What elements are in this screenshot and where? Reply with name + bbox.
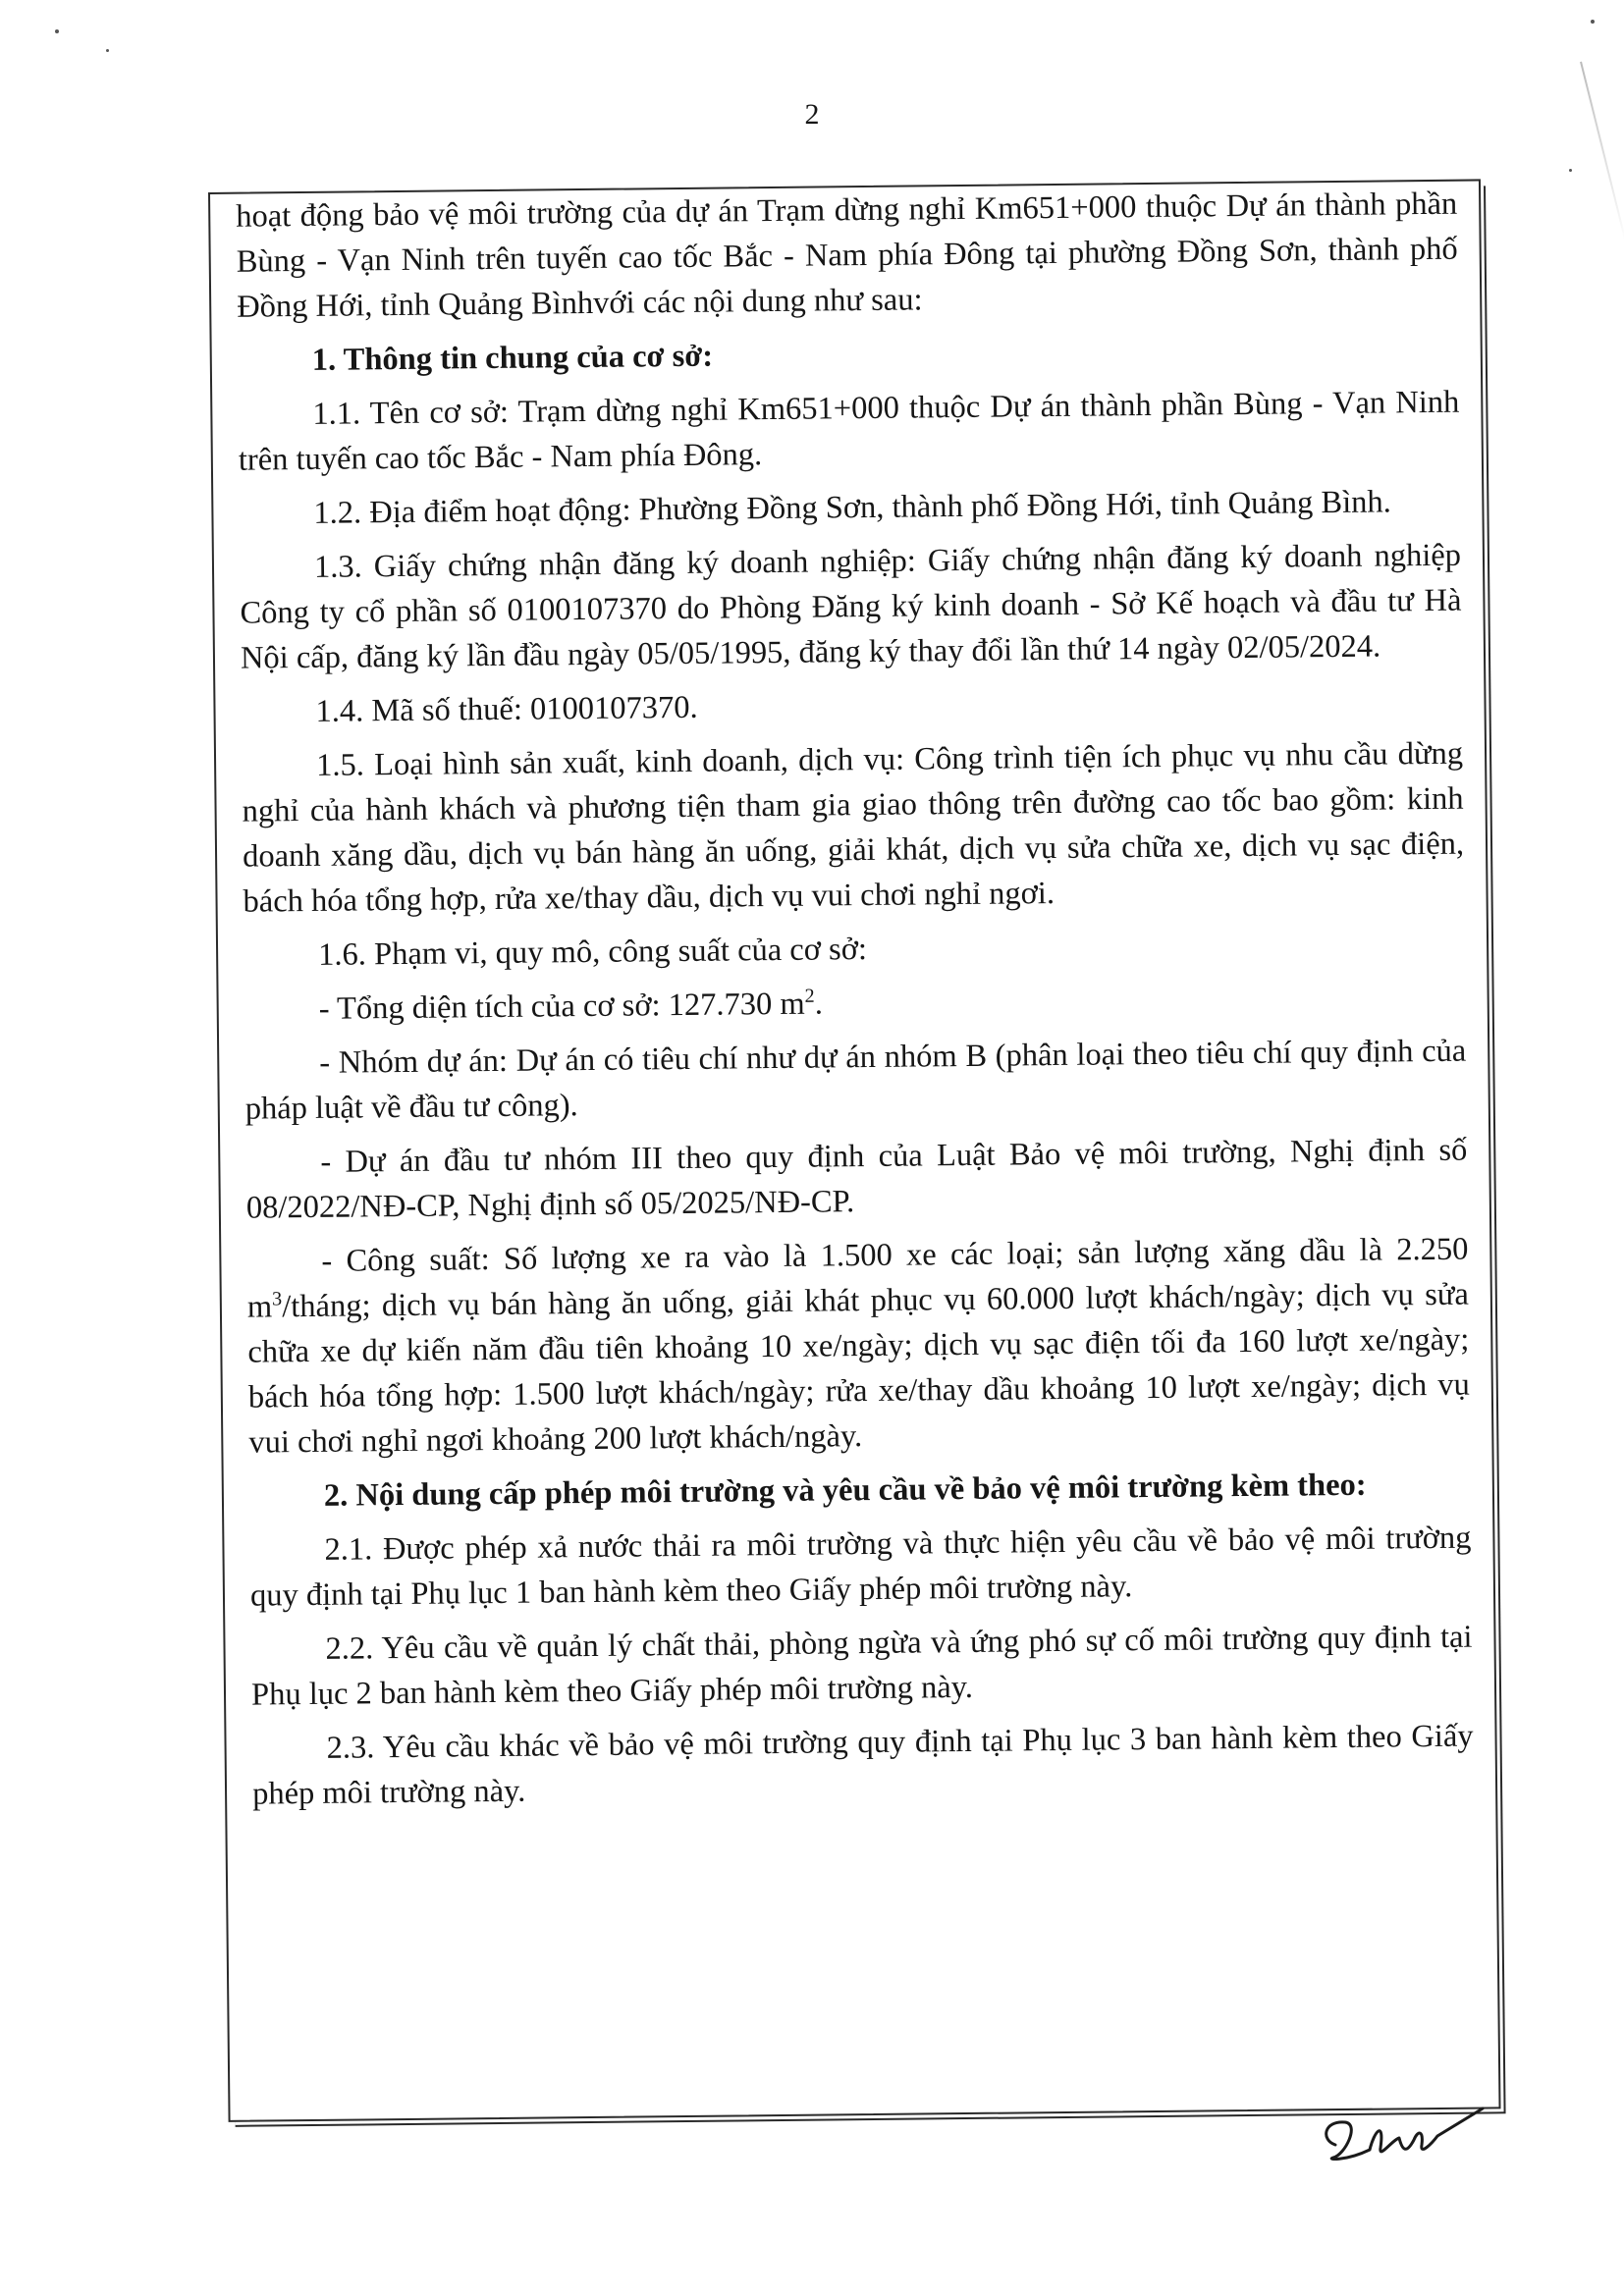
page-number: 2 (804, 98, 820, 131)
volume-unit-exponent: 3 (271, 1288, 283, 1310)
scan-edge-shadow (1580, 62, 1624, 243)
scan-speck (106, 49, 109, 52)
handwritten-initials-signature (1316, 2101, 1492, 2169)
total-area-end: . (814, 986, 824, 1022)
scan-speck (55, 29, 59, 33)
paragraph-1-3: 1.3. Giấy chứng nhận đăng ký doanh nghiệp: Giấy chứng nhận đăng ký doanh nghiệp Công ty cổ phần số 0100107370 do Phòng Đăng ký kinh doanh - Sở Kế hoạch và đầu tư Hà Nội cấp, đăng ký lần đầu ngày 05/05/1995, đăng ký thay đổi lần thứ 14 ngày 02/05/2024. (240, 537, 1462, 676)
paragraph-1-5: 1.5. Loại hình sản xuất, kinh doanh, dịch vụ: Công trình tiện ích phục vụ nhu cầu dừng nghỉ của hành khách và phương tiện tham gia giao thông trên đường cao tốc bao gồm: kinh doanh xăng dầu, dịch vụ bán hàng ăn uống, giải khát, dịch vụ sửa chữa xe, dịch vụ sạc điện, bách hóa tổng hợp, rửa xe/thay dầu, dịch vụ vui chơi nghỉ ngơi. (242, 735, 1465, 920)
project-group-3-line: - Dự án đầu tư nhóm III theo quy định của Luật Bảo vệ môi trường, Nghị định số 08/2022/NĐ-CP, Nghị định số 05/2025/NĐ-CP. (245, 1132, 1468, 1226)
capacity-paragraph (246, 1227, 1470, 1466)
paragraph-2-1: 2.1. Được phép xả nước thải ra môi trường và thực hiện yêu cầu về bảo vệ môi trường quy định tại Phụ lục 1 ban hành kèm theo Giấy phép môi trường này. (249, 1520, 1472, 1614)
section-1-heading: 1. Thông tin chung của cơ sở: (311, 338, 714, 378)
capacity-text-end: /tháng; dịch vụ bán hàng ăn uống, giải khát phục vụ 60.000 lượt khách/ngày; dịch vụ sửa chữa xe dự kiến năm đầu tiên khoảng 10 xe/ngày; dịch vụ sạc điện tối đa 160 lượt xe/ngày; bách hóa tổng hợp: 1.500 lượt khách/ngày; rửa xe/thay dầu khoảng 10 lượt xe/ngày; dịch vụ vui chơi nghỉ ngơi khoảng 200 lượt khách/ngày. (247, 1276, 1470, 1461)
project-group-line: - Nhóm dự án: Dự án có tiêu chí như dự án nhóm B (phân loại theo tiêu chí quy định của pháp luật về đầu tư công). (244, 1033, 1467, 1127)
paragraph-1-2: 1.2. Địa điểm hoạt động: Phường Đồng Sơn, thành phố Đồng Hới, tỉnh Quảng Bình. (313, 484, 1391, 531)
paragraph-1-1: 1.1. Tên cơ sở: Trạm dừng nghỉ Km651+000 thuộc Dự án thành phần Bùng - Vạn Ninh trên tuyến cao tốc Bắc - Nam phía Đông. (238, 384, 1460, 478)
paragraph-1-4: 1.4. Mã số thuế: 0100107370. (315, 689, 698, 729)
total-area-line (244, 975, 1465, 1033)
paragraph-2-3: 2.3. Yêu cầu khác về bảo vệ môi trường quy định tại Phụ lục 3 ban hành kèm theo Giấy phép môi trường này. (251, 1718, 1474, 1812)
document-body (236, 182, 1474, 1826)
section-2-heading: 2. Nội dung cấp phép môi trường và yêu cầu về bảo vệ môi trường kèm theo: (323, 1467, 1367, 1514)
paragraph-1-6: 1.6. Phạm vi, quy mô, công suất của cơ sở: (317, 932, 868, 973)
paragraph-2-2: 2.2. Yêu cầu về quản lý chất thải, phòng ngừa và ứng phó sự cố môi trường quy định tại Phụ lục 2 ban hành kèm theo Giấy phép môi trường này. (250, 1619, 1473, 1713)
intro-paragraph: hoạt động bảo vệ môi trường của dự án Trạm dừng nghỉ Km651+000 thuộc Dự án thành phần Bùng - Vạn Ninh trên tuyến cao tốc Bắc - Nam phía Đông tại phường Đồng Sơn, thành phố Đồng Hới, tỉnh Quảng Bìnhvới các nội dung như sau: (236, 186, 1458, 325)
capacity-text-start: - Công suất: Số lượng xe ra vào là 1.500 xe các loại; sản lượng xăng dầu là 2.250 m (246, 1231, 1469, 1325)
document-border-frame (208, 179, 1501, 2121)
scan-speck (1569, 169, 1572, 172)
total-area-text: - Tổng diện tích của cơ sở: 127.730 m (318, 986, 805, 1027)
area-unit-exponent: 2 (804, 985, 815, 1007)
scan-speck (1591, 20, 1595, 24)
